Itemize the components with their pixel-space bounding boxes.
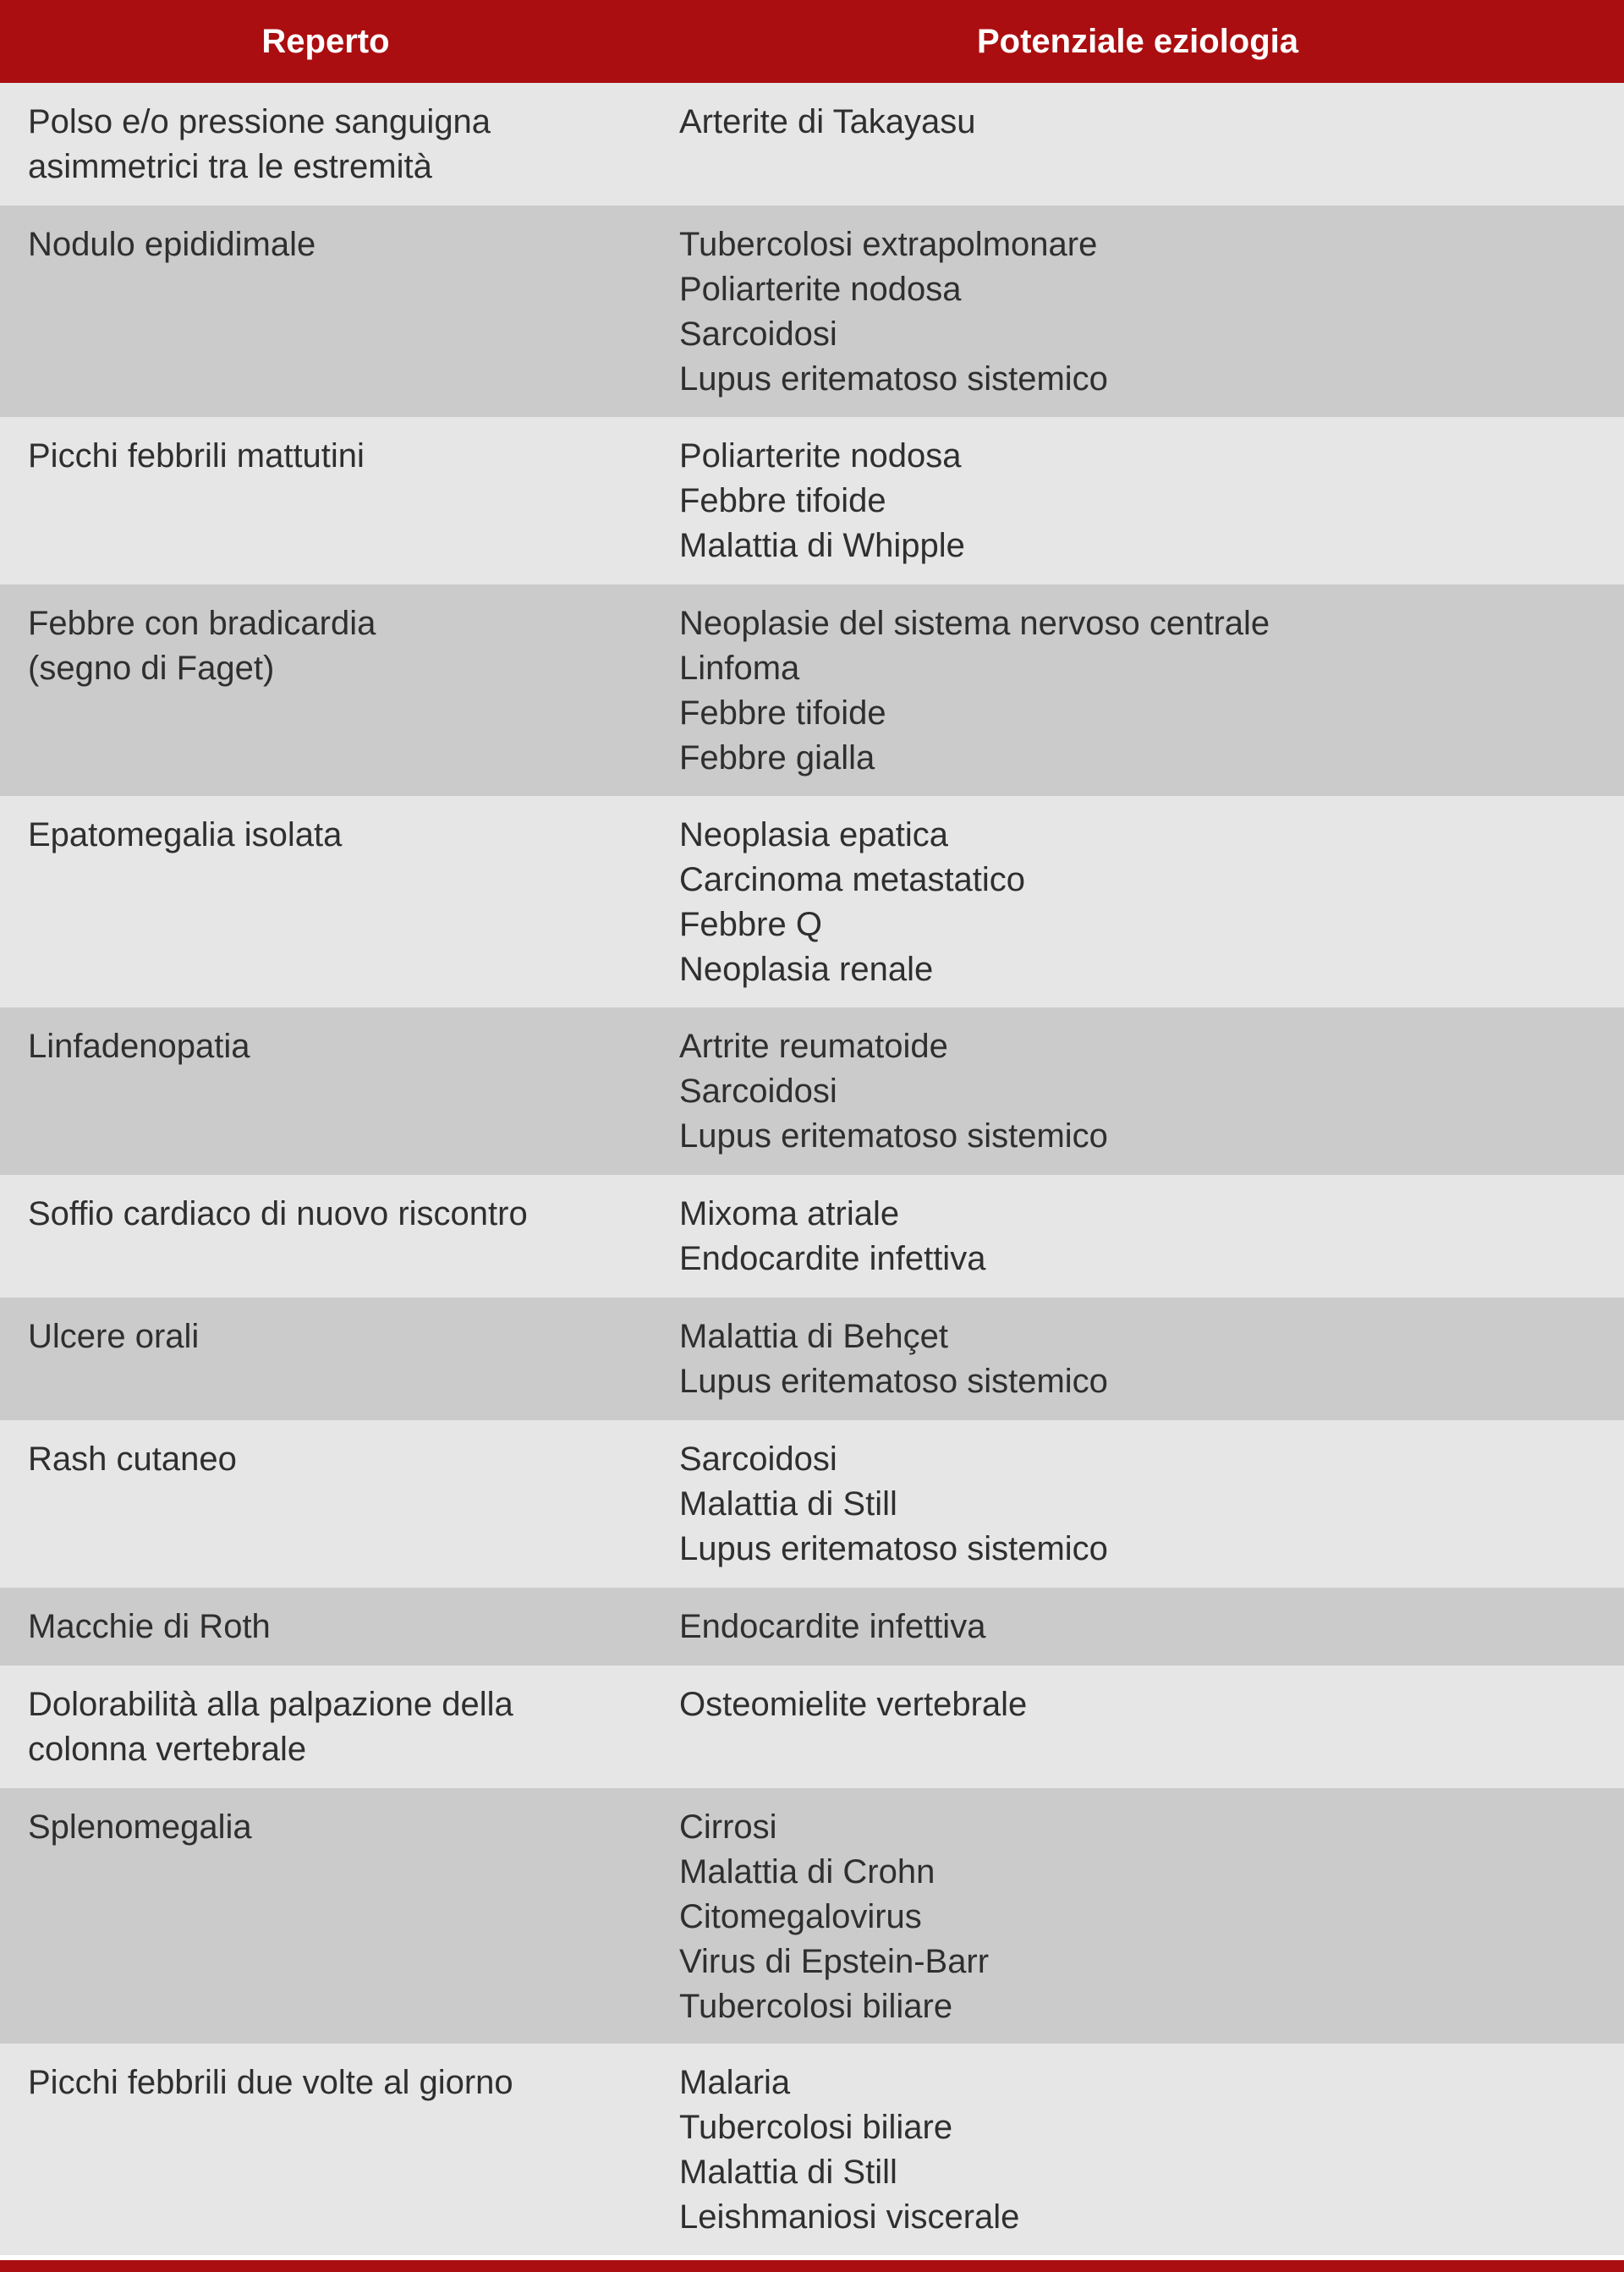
etiology-text: Virus di Epstein-Barr: [679, 1943, 990, 1980]
etiology-text: Arterite di Takayasu: [679, 103, 976, 140]
finding-cell: [0, 1605, 651, 1666]
table-body: [0, 83, 1624, 2255]
finding-text: Febbre con bradicardia: [28, 605, 376, 642]
etiology-text: Cirrosi: [679, 1808, 777, 1846]
finding-cell: [0, 434, 651, 584]
etiology-text: Lupus eritematoso sistemico: [679, 1363, 1108, 1400]
etiology-text: Lupus eritematoso sistemico: [679, 1530, 1108, 1567]
table-row: [0, 1007, 1624, 1175]
etiology-text: Leishmaniosi viscerale: [679, 2198, 1020, 2236]
finding-text: Linfadenopatia: [28, 1028, 250, 1065]
table-row: [0, 1175, 1624, 1298]
finding-cell: [0, 1437, 651, 1588]
finding-text: Nodulo epididimale: [28, 226, 316, 263]
finding-text: asimmetrici tra le estremità: [28, 148, 432, 185]
table-row: [0, 2044, 1624, 2255]
etiology-cell: [651, 1192, 1624, 1298]
etiology-text: Malattia di Behçet: [679, 1318, 948, 1355]
etiology-text: Tubercolosi extrapolmonare: [679, 226, 1098, 263]
etiology-text: Citomegalovirus: [679, 1898, 922, 1935]
etiology-cell: [651, 2061, 1624, 2255]
table-row: [0, 206, 1624, 417]
etiology-cell: [651, 1024, 1624, 1175]
etiology-text: Mixoma atriale: [679, 1195, 900, 1232]
etiology-text: Malattia di Still: [679, 2154, 897, 2191]
etiology-text: Poliarterite nodosa: [679, 437, 962, 475]
finding-text: Ulcere orali: [28, 1318, 200, 1355]
header-eziologia: Potenziale eziologia: [976, 22, 1299, 60]
finding-text: colonna vertebrale: [28, 1731, 307, 1768]
finding-cell: [0, 601, 651, 796]
etiology-cell: [651, 222, 1624, 417]
table-row: [0, 1588, 1624, 1666]
etiology-text: Endocardite infettiva: [679, 1240, 986, 1277]
etiology-text: Febbre gialla: [679, 739, 875, 777]
table-row: [0, 83, 1624, 206]
table-header: [0, 0, 1624, 83]
etiology-cell: [651, 100, 1624, 206]
finding-cell: [0, 1682, 651, 1788]
etiology-text: Neoplasia epatica: [679, 816, 948, 853]
table-row: [0, 417, 1624, 584]
finding-text: Rash cutaneo: [28, 1441, 237, 1478]
etiology-text: Endocardite infettiva: [679, 1608, 986, 1645]
etiology-text: Febbre tifoide: [679, 694, 886, 732]
etiology-text: Carcinoma metastatico: [679, 861, 1026, 898]
finding-text: Picchi febbrili mattutini: [28, 437, 365, 475]
table-bottom-border: [0, 2260, 1624, 2272]
etiology-text: Lupus eritematoso sistemico: [679, 1117, 1108, 1155]
etiology-cell: [651, 1605, 1624, 1666]
etiology-text: Malattia di Crohn: [679, 1853, 935, 1891]
etiology-text: Sarcoidosi: [679, 316, 837, 353]
finding-cell: [0, 100, 651, 206]
finding-cell: [0, 1192, 651, 1298]
finding-text: Picchi febbrili due volte al giorno: [28, 2064, 513, 2101]
etiology-cell: [651, 434, 1624, 584]
finding-text: Polso e/o pressione sanguigna: [28, 103, 491, 140]
etiology-text: Osteomielite vertebrale: [679, 1686, 1028, 1723]
etiology-text: Malattia di Whipple: [679, 527, 965, 564]
etiology-cell: [651, 1437, 1624, 1588]
finding-text: Macchie di Roth: [28, 1608, 271, 1645]
table-row: [0, 584, 1624, 796]
table-row: [0, 1666, 1624, 1788]
etiology-text: Sarcoidosi: [679, 1441, 837, 1478]
finding-text: Epatomegalia isolata: [28, 816, 343, 853]
header-reperto: Reperto: [261, 22, 390, 60]
finding-text: (segno di Faget): [28, 650, 275, 687]
etiology-cell: [651, 1805, 1624, 2044]
etiology-text: Malaria: [679, 2064, 791, 2101]
etiology-text: Tubercolosi biliare: [679, 2109, 953, 2146]
table-row: [0, 796, 1624, 1007]
etiology-cell: [651, 601, 1624, 796]
etiology-text: Linfoma: [679, 650, 800, 687]
etiology-text: Tubercolosi biliare: [679, 1988, 953, 2025]
etiology-text: Malattia di Still: [679, 1485, 897, 1523]
etiology-cell: [651, 1314, 1624, 1420]
table-row: [0, 1788, 1624, 2044]
etiology-text: Poliarterite nodosa: [679, 271, 962, 308]
finding-cell: [0, 222, 651, 417]
etiology-text: Sarcoidosi: [679, 1073, 837, 1110]
etiology-cell: [651, 813, 1624, 1007]
finding-text: Soffio cardiaco di nuovo riscontro: [28, 1195, 528, 1232]
etiology-text: Artrite reumatoide: [679, 1028, 948, 1065]
finding-cell: [0, 1024, 651, 1175]
etiology-text: Neoplasie del sistema nervoso centrale: [679, 605, 1270, 642]
finding-cell: [0, 1314, 651, 1420]
etiology-text: Febbre tifoide: [679, 482, 886, 519]
etiology-cell: [651, 1682, 1624, 1788]
etiology-text: Febbre Q: [679, 906, 822, 943]
finding-cell: [0, 813, 651, 1007]
etiology-text: Lupus eritematoso sistemico: [679, 360, 1108, 398]
table-row: [0, 1420, 1624, 1588]
finding-cell: [0, 1805, 651, 2044]
finding-text: Splenomegalia: [28, 1808, 252, 1846]
table-row: [0, 1298, 1624, 1420]
finding-cell: [0, 2061, 651, 2255]
finding-text: Dolorabilità alla palpazione della: [28, 1686, 513, 1723]
etiology-text: Neoplasia renale: [679, 951, 934, 988]
